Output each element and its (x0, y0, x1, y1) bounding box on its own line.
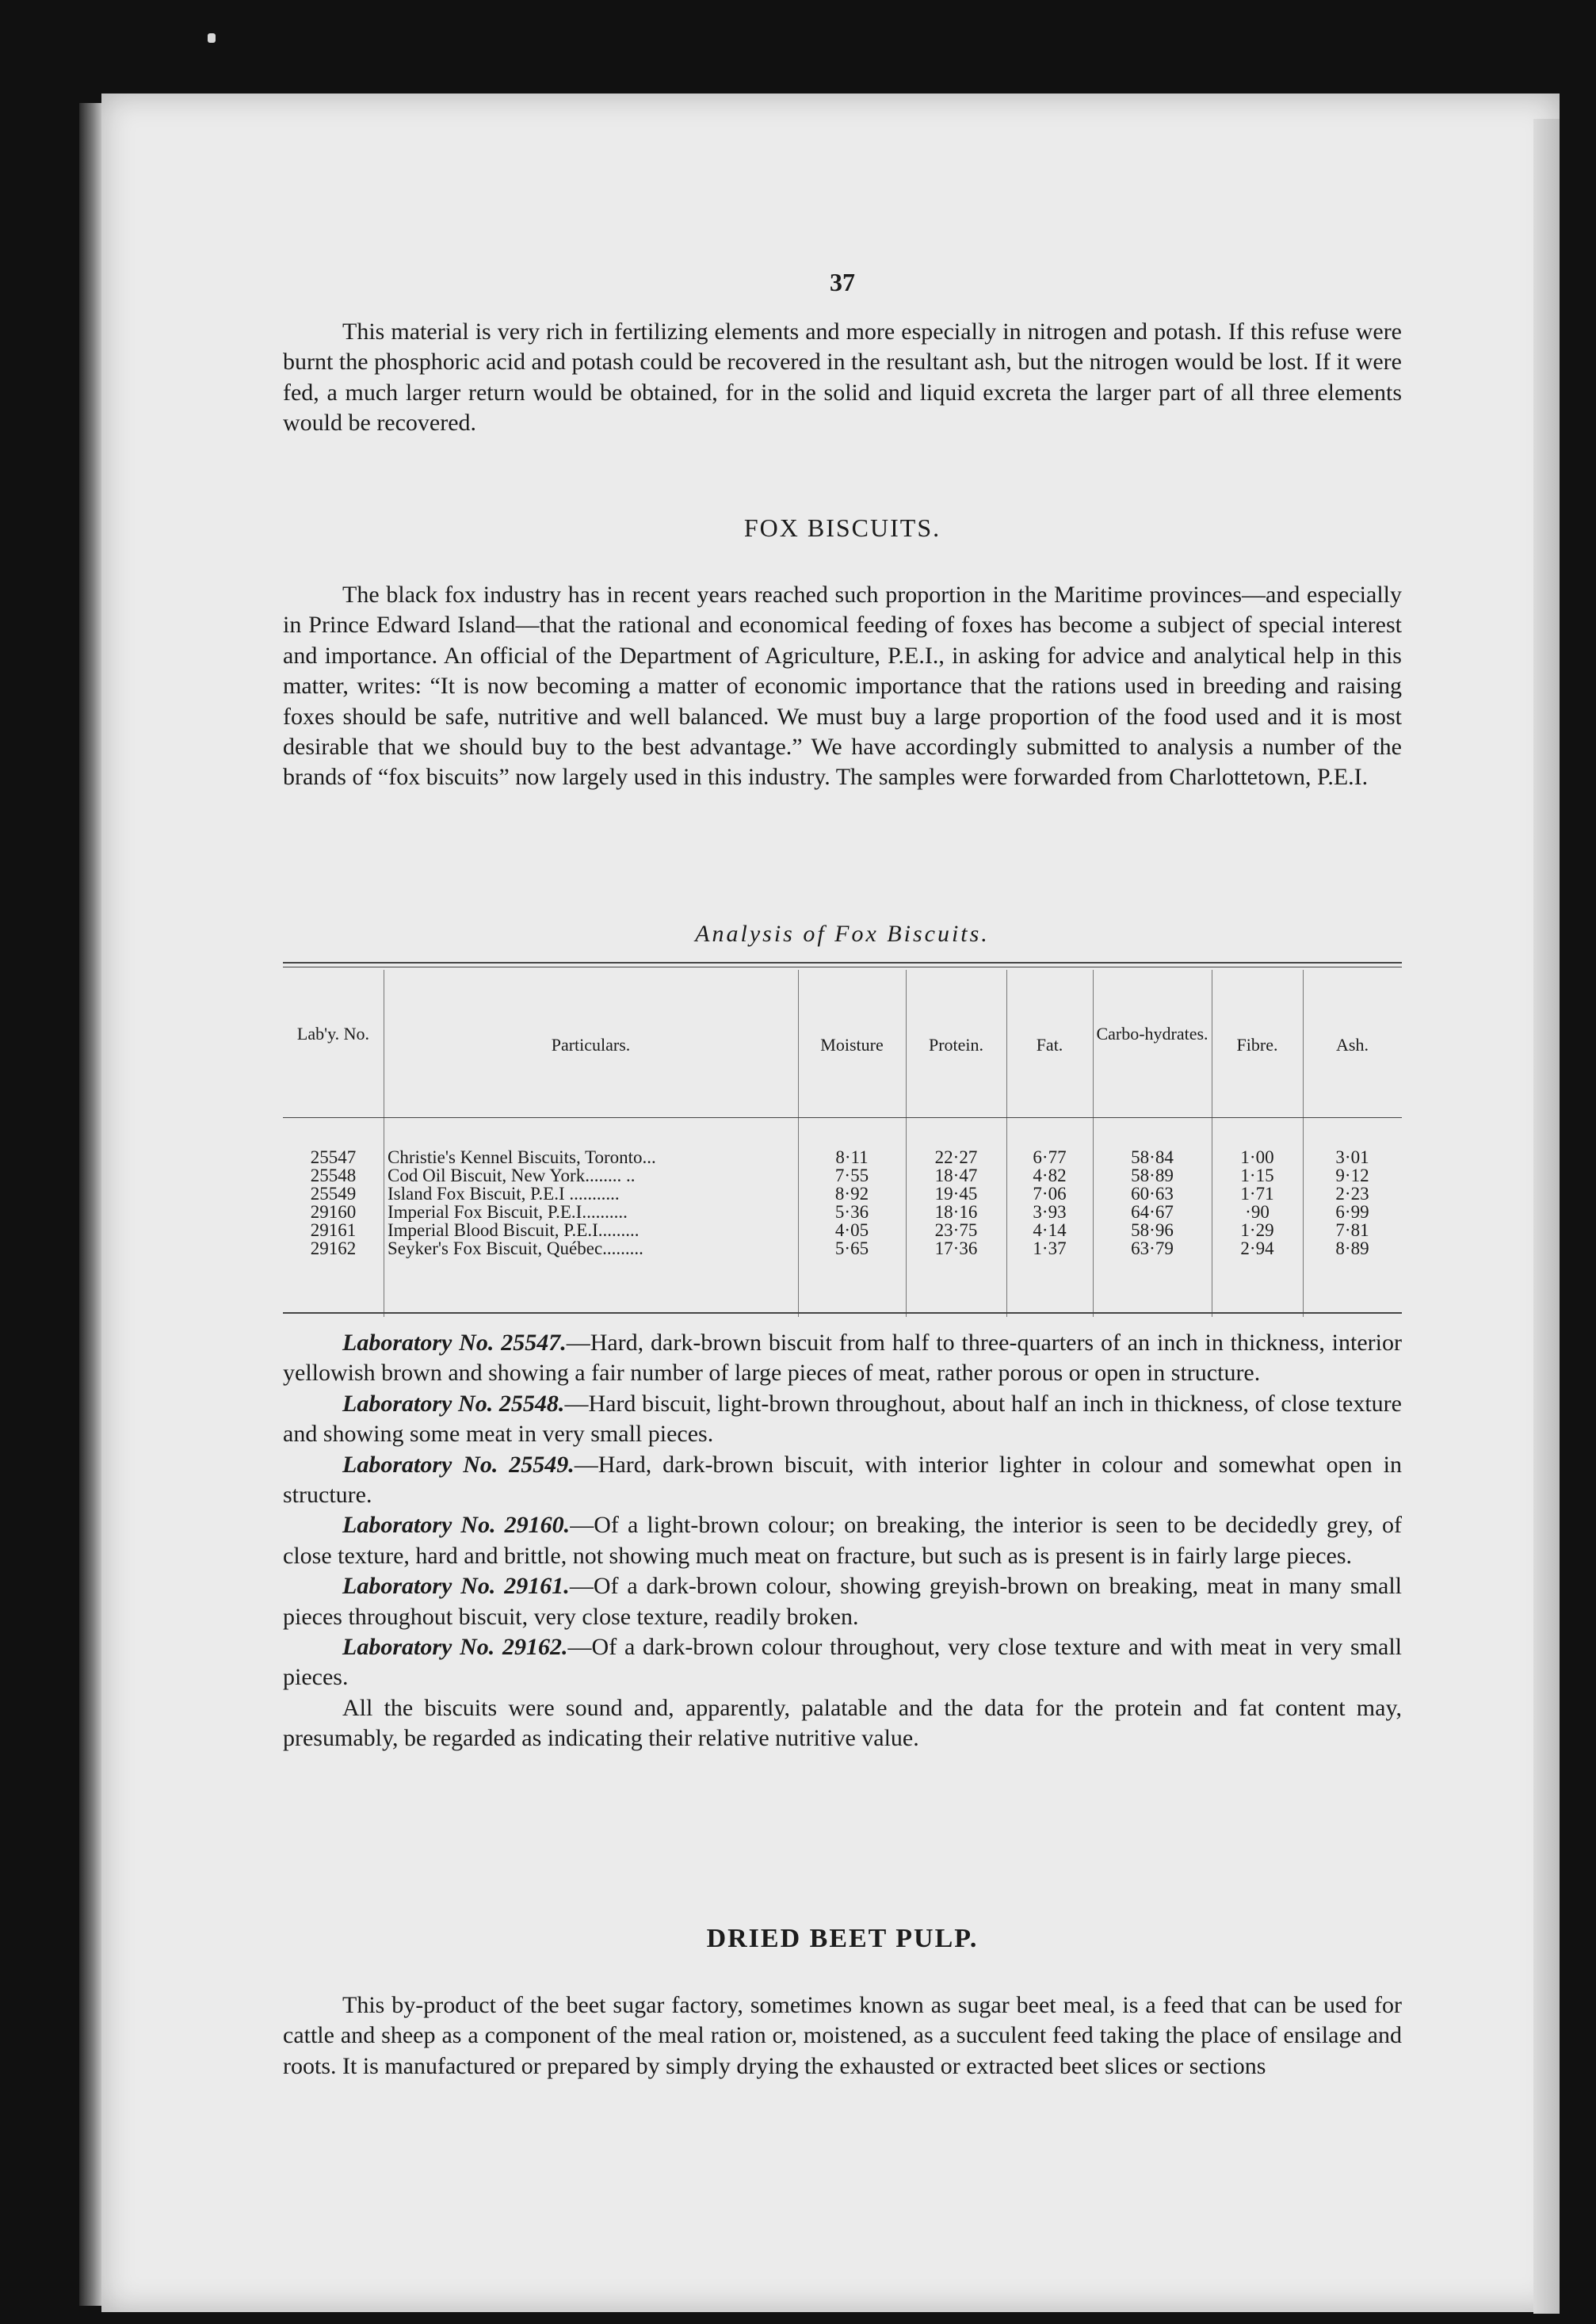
cell-fat: 4·14 (1033, 1220, 1067, 1240)
cell-protein: 18·47 (934, 1166, 978, 1185)
cell-ash: 8·89 (1335, 1238, 1369, 1258)
lab-note-label: Laboratory No. 29161. (342, 1573, 570, 1600)
lab-note-text: —Hard, dark-brown biscuit, with interior lighter in colour and somewhat open in structure. (283, 1451, 1402, 1509)
cell-fat: 1·37 (1033, 1238, 1067, 1258)
cell-fat: 3·93 (1033, 1202, 1067, 1222)
cell-particulars: Cod Oil Biscuit, New York........ .. (388, 1166, 636, 1185)
intro-text: This material is very rich in fertilizing elements and more especially in nitrogen and potash. If this refuse were burnt the phosphoric acid and potash could be recovered in the resultant ash, but the nitrogen would be lost. If it were fed, a much larger return would be obtained, for in the solid and liquid excreta the larger part of all three elements would be recovered. (283, 319, 1402, 437)
cell-ash: 6·99 (1335, 1202, 1369, 1222)
lab-note (283, 1510, 1402, 1571)
cell-moisture: 8·11 (835, 1147, 869, 1167)
col-divider (798, 970, 799, 1317)
cell-lab-no: 29160 (310, 1202, 357, 1222)
lab-note-text: —Hard biscuit, light-brown throughout, about half an inch in thickness, of close texture and showing some meat in very small pieces. (283, 1390, 1402, 1448)
cell-carbohydrates: 63·79 (1131, 1238, 1174, 1258)
lab-note (283, 1571, 1402, 1632)
lab-note-label: Laboratory No. 29160. (342, 1512, 571, 1539)
cell-fibre: 1·00 (1240, 1147, 1274, 1167)
cell-particulars: Imperial Blood Biscuit, P.E.I......... (388, 1220, 640, 1240)
cell-lab-no: 25547 (310, 1147, 357, 1167)
analysis-table (283, 960, 1402, 1314)
intro-paragraph (283, 317, 1402, 439)
cell-carbohydrates: 64·67 (1131, 1202, 1174, 1222)
col-divider (1093, 970, 1094, 1317)
lab-note-text: —Of a dark-brown colour, showing greyish-brown on breaking, meat in many small pieces throughout biscuit, very close texture, readily broken. (283, 1573, 1403, 1630)
cell-fibre: 1·15 (1240, 1166, 1274, 1185)
cell-particulars: Island Fox Biscuit, P.E.I ........... (388, 1184, 620, 1204)
lab-note-label: Laboratory No. 25547. (342, 1330, 567, 1356)
cell-carbohydrates: 58·96 (1131, 1220, 1174, 1240)
lab-note-label: Laboratory No. 25549. (342, 1451, 575, 1478)
cell-moisture: 5·36 (834, 1202, 869, 1222)
cell-fibre: ·90 (1245, 1202, 1270, 1222)
lab-note-label: Laboratory No. 29162. (342, 1634, 568, 1661)
cell-carbohydrates: 60·63 (1131, 1184, 1174, 1204)
col-divider (906, 970, 907, 1317)
section-title-fox-biscuits: FOX BISCUITS. (743, 513, 941, 542)
header-particulars: Particulars. (551, 1035, 631, 1055)
table-caption: Analysis of Fox Biscuits. (695, 921, 990, 947)
cell-protein: 22·27 (934, 1147, 978, 1167)
header-fat: Fat. (1036, 1035, 1063, 1055)
cell-protein: 19·45 (934, 1184, 978, 1204)
cell-fibre: 1·29 (1240, 1220, 1274, 1240)
cell-fat: 7·06 (1033, 1184, 1067, 1204)
fox-biscuits-text: The black fox industry has in recent years reached such proportion in the Maritime provinces—and especially in Prince Edward Island—that the rational and economical feeding of foxes has become a subject of special interest and importance. An official of the Department of Agriculture, P.E.I., in asking for advice and analytical help in this matter, writes: “It is now becoming a matter of economic importance that the rations used in breeding and raising foxes should be safe, nutritive and well balanced. We must buy a large proportion of the food used and it is most desirable that we should buy to the best advantage.” We have accordingly submitted to analysis a number of the brands of “fox biscuits” now largely used in this industry. The samples were forwarded from Charlottetown, P.E.I. (283, 582, 1402, 791)
cell-lab-no: 29162 (310, 1238, 357, 1258)
cell-lab-no: 29161 (310, 1220, 357, 1240)
header-rule (283, 1117, 1402, 1118)
cell-ash: 7·81 (1335, 1220, 1369, 1240)
cell-protein: 23·75 (934, 1220, 978, 1240)
scan-speck (208, 33, 216, 43)
lab-notes (283, 1328, 1402, 1754)
cell-ash: 3·01 (1335, 1147, 1369, 1167)
cell-moisture: 5·65 (834, 1238, 869, 1258)
lab-note (283, 1389, 1402, 1450)
cell-lab-no: 25548 (310, 1166, 357, 1185)
cell-carbohydrates: 58·84 (1131, 1147, 1174, 1167)
page-number: 37 (830, 268, 855, 296)
lab-note-text: —Hard, dark-brown biscuit from half to three-quarters of an inch in thickness, interior yellowish brown and showing a fair number of large pieces of meat, rather porous or open in structure. (283, 1330, 1402, 1387)
col-divider (1006, 970, 1007, 1317)
header-moisture: Moisture (820, 1035, 884, 1055)
cell-carbohydrates: 58·89 (1131, 1166, 1174, 1185)
lab-note (283, 1328, 1402, 1389)
cell-fibre: 2·94 (1240, 1238, 1274, 1258)
cell-moisture: 8·92 (834, 1184, 869, 1204)
lab-note-text: —Of a dark-brown colour throughout, very close texture and with meat in very small pieces. (283, 1634, 1403, 1691)
header-fibre: Fibre. (1236, 1035, 1278, 1055)
table-top-rule (283, 962, 1402, 964)
page-fold-edge (1533, 119, 1560, 2314)
lab-note-label: Laboratory No. 25548. (342, 1390, 565, 1417)
cell-protein: 18·16 (934, 1202, 978, 1222)
header-protein: Protein. (928, 1035, 984, 1055)
cell-ash: 9·12 (1335, 1166, 1369, 1185)
fox-biscuits-paragraph (283, 580, 1402, 793)
lab-note (283, 1450, 1402, 1511)
header-lab-no: Lab'y. No. (296, 1024, 370, 1044)
cell-ash: 2·23 (1335, 1184, 1369, 1204)
header-ash: Ash. (1336, 1035, 1369, 1055)
cell-lab-no: 25549 (310, 1184, 357, 1204)
section-title-dried-beet-pulp: DRIED BEET PULP. (706, 1924, 979, 1953)
lab-note-text: —Of a light-brown colour; on breaking, the interior is seen to be decidedly grey, of close texture, hard and brittle, not showing much meat on fracture, but such as is present is in fairly large pieces. (283, 1512, 1402, 1569)
cell-particulars: Imperial Fox Biscuit, P.E.I.......... (388, 1202, 628, 1222)
header-carbohydrates: Carbo-hydrates. (1096, 1024, 1208, 1044)
cell-protein: 17·36 (934, 1238, 978, 1258)
cell-fat: 6·77 (1033, 1147, 1067, 1167)
cell-fibre: 1·71 (1240, 1184, 1274, 1204)
cell-moisture: 7·55 (834, 1166, 869, 1185)
book-spine-shadow (79, 103, 101, 2306)
cell-particulars: Christie's Kennel Biscuits, Toronto... (388, 1147, 656, 1167)
lab-note (283, 1632, 1402, 1693)
cell-moisture: 4·05 (834, 1220, 869, 1240)
summary-paragraph: All the biscuits were sound and, apparently, palatable and the data for the protein and fat content may, presumably, be regarded as indicating their relative nutritive value. (283, 1694, 1402, 1752)
cell-particulars: Seyker's Fox Biscuit, Québec......... (388, 1238, 643, 1258)
cell-fat: 4·82 (1033, 1166, 1067, 1185)
dried-beet-pulp-text: This by-product of the beet sugar factory, sometimes known as sugar beet meal, is a feed that can be used for cattle and sheep as a component of the meal ration or, moistened, as a succulent feed taking the place of ensilage and roots. It is manufactured or prepared by simply drying the exhausted or extracted beet slices or sections (283, 1992, 1402, 2079)
col-divider (1303, 970, 1304, 1317)
dried-beet-pulp-paragraph (283, 1990, 1402, 2082)
table-bottom-rule (283, 1312, 1402, 1314)
